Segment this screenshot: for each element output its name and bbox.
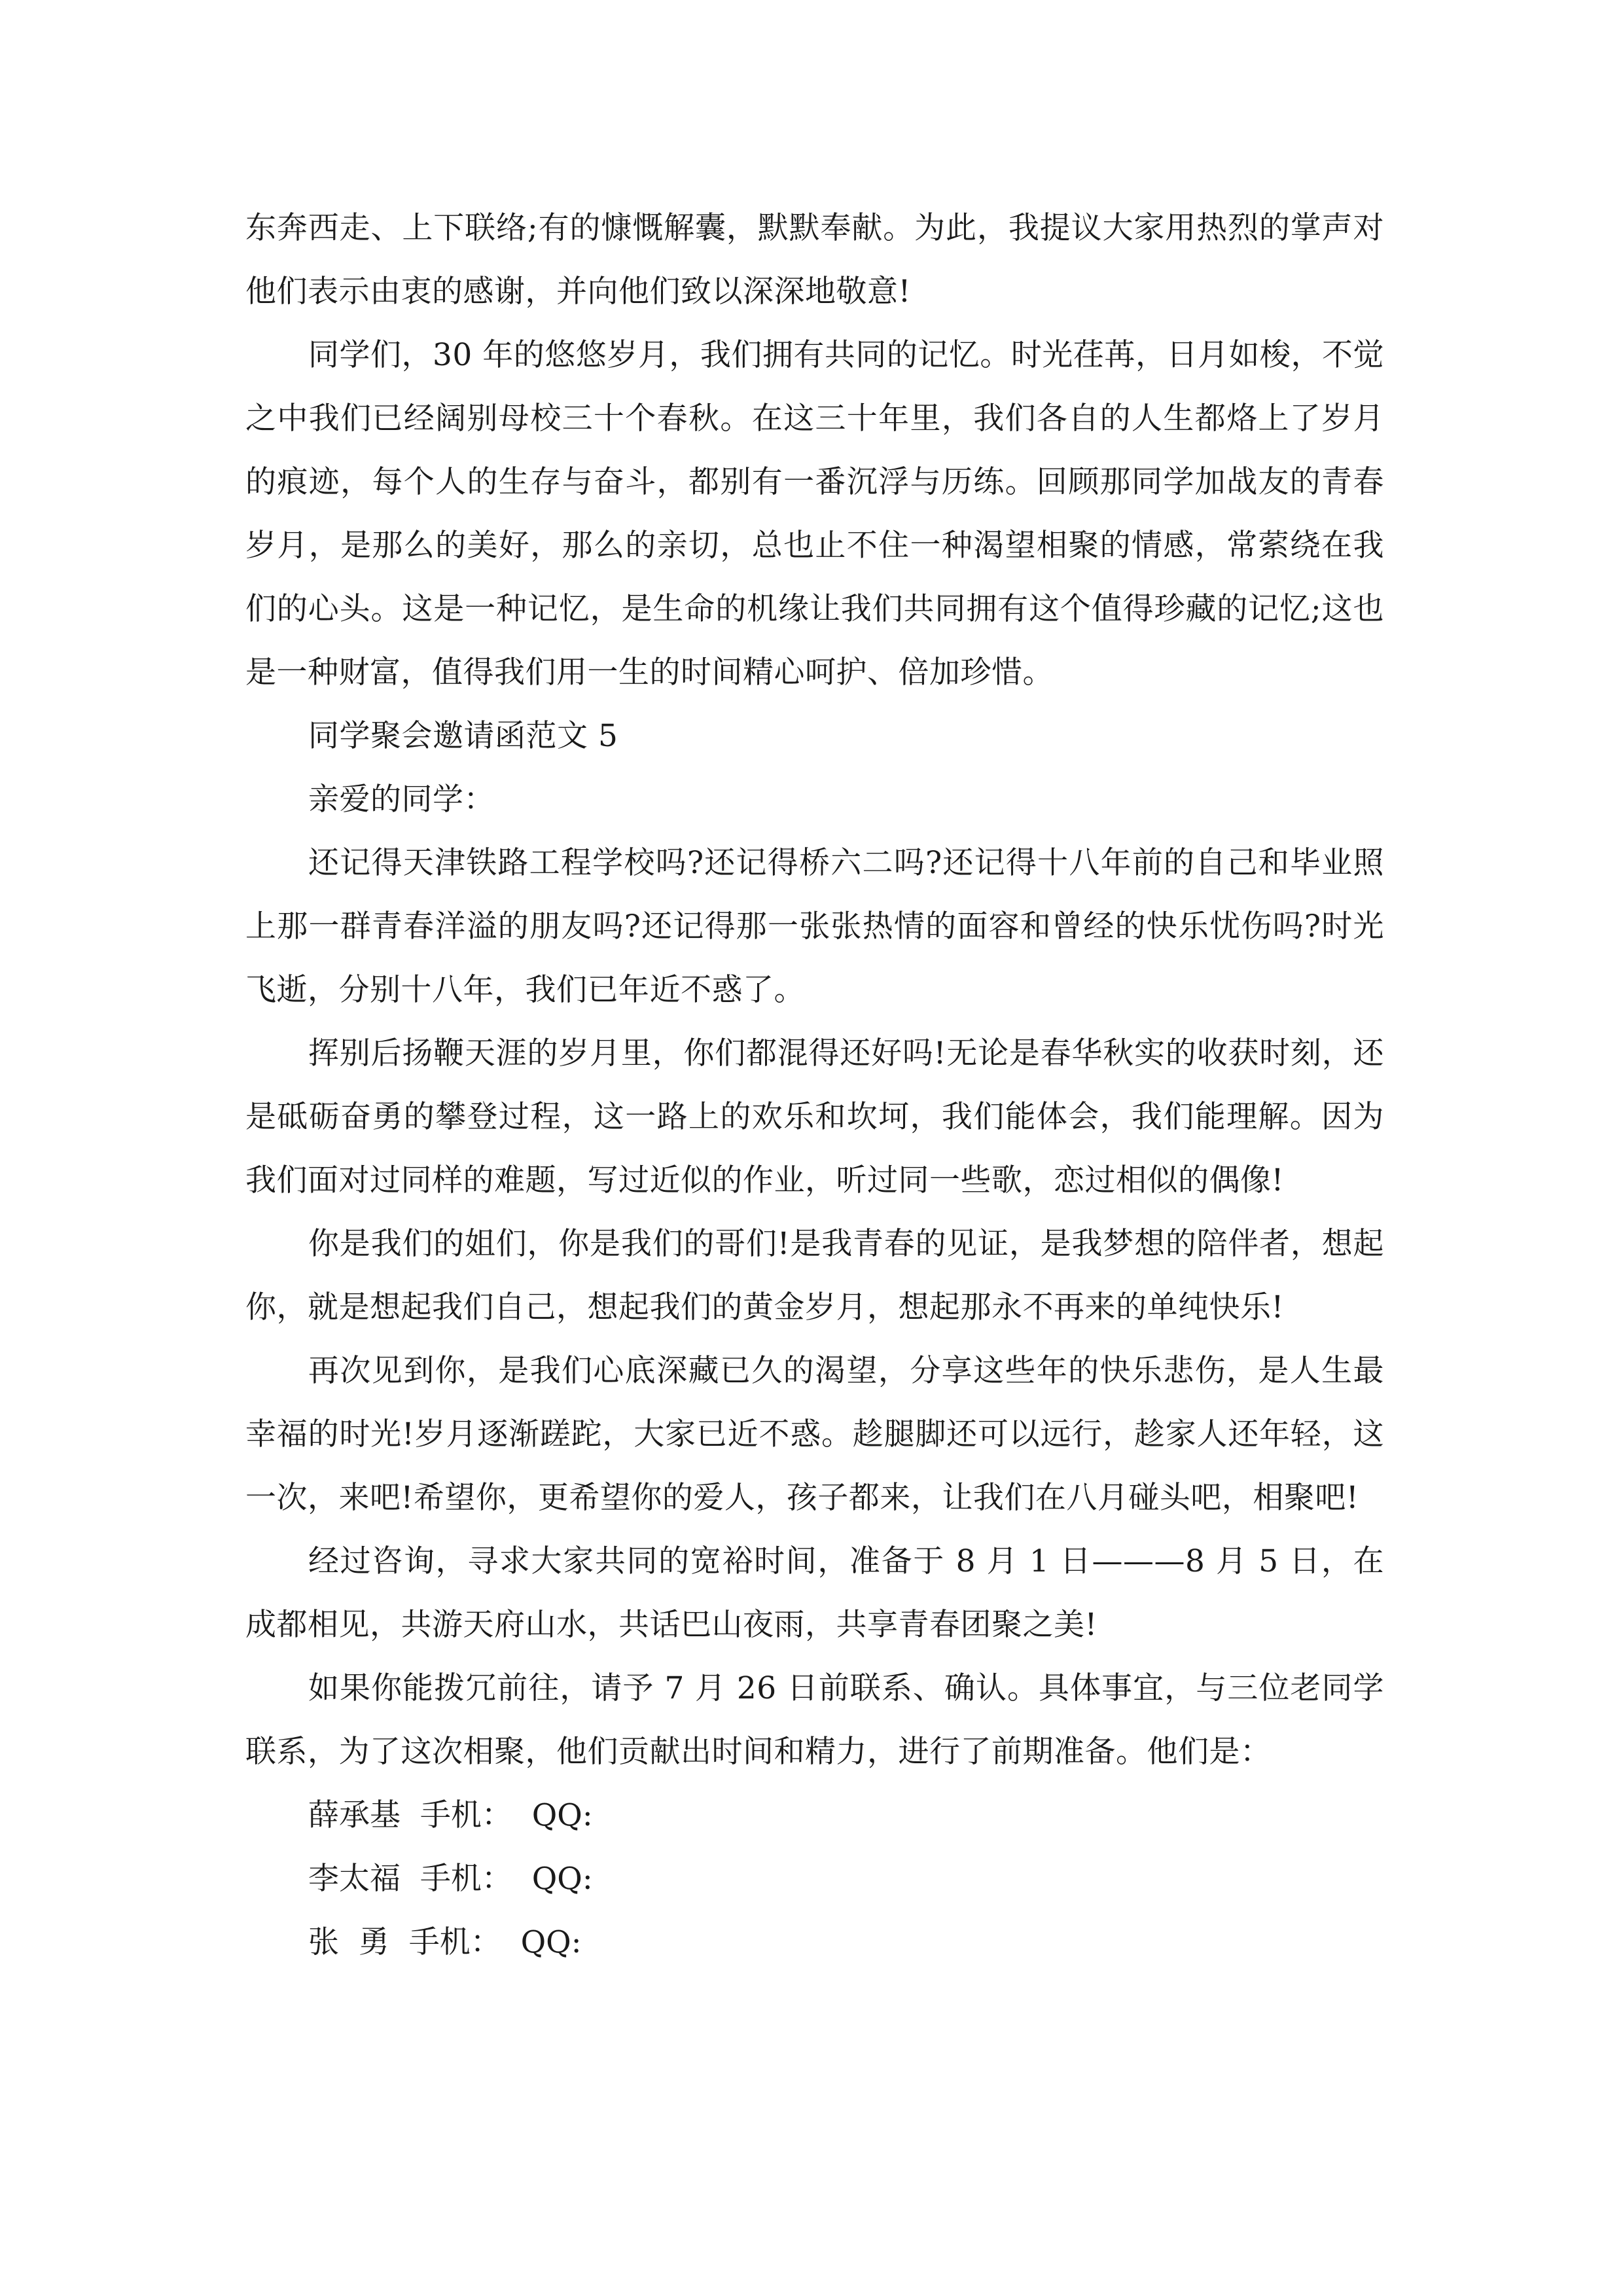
- contact-line-3: 张 勇 手机： QQ:: [308, 1924, 582, 1960]
- section-heading: 同学聚会邀请函范文 5: [308, 718, 618, 754]
- paragraph-6: 挥别后扬鞭天涯的岁月里，你们都混得还好吗!无论是春华秋实的收获时刻，还是砥砺奋勇的攀登过程，这一路上的欢乐和坎坷，我们能体会，我们能理解。因为我们面对过同样的难题，写过近似的作业，听过同一些歌，恋过相似的偶像!: [245, 1035, 1384, 1198]
- paragraph-7: 你是我们的姐们，你是我们的哥们!是我青春的见证，是我梦想的陪伴者，想起你，就是想起我们自己，想起我们的黄金岁月，想起那永不再来的单纯快乐!: [245, 1226, 1384, 1325]
- paragraph-10: 如果你能拨冗前往，请予 7 月 26 日前联系、确认。具体事宜，与三位老同学联系，为了这次相聚，他们贡献出时间和精力，进行了前期准备。他们是：: [245, 1670, 1384, 1770]
- paragraph-8: 再次见到你，是我们心底深藏已久的渴望，分享这些年的快乐悲伤，是人生最幸福的时光!岁月逐渐蹉跎，大家已近不惑。趁腿脚还可以远行，趁家人还年轻，这一次，来吧!希望你，更希望你的爱人，孩子都来，让我们在八月碰头吧，相聚吧!: [245, 1353, 1384, 1516]
- paragraph-5: 还记得天津铁路工程学校吗?还记得桥六二吗?还记得十八年前的自己和毕业照上那一群青春洋溢的朋友吗?还记得那一张张热情的面容和曾经的快乐忧伤吗?时光飞逝，分别十八年，我们已年近不惑了。: [245, 845, 1384, 1008]
- salutation: 亲爱的同学：: [308, 781, 495, 817]
- paragraph-9: 经过咨询，寻求大家共同的宽裕时间，准备于 8 月 1 日———8 月 5 日，在成都相见，共游天府山水，共话巴山夜雨，共享青春团聚之美!: [245, 1543, 1384, 1643]
- paragraph-1: 东奔西走、上下联络;有的慷慨解囊，默默奉献。为此，我提议大家用热烈的掌声对他们表示由衷的感谢，并向他们致以深深地敬意!: [245, 210, 1384, 310]
- paragraph-2: 同学们，30 年的悠悠岁月，我们拥有共同的记忆。时光荏苒，日月如梭，不觉之中我们已经阔别母校三十个春秋。在这三十年里，我们各自的人生都烙上了岁月的痕迹，每个人的生存与奋斗，都别有一番沉浮与历练。回顾那同学加战友的青春岁月，是那么的美好，那么的亲切，总也止不住一种渴望相聚的情感，常萦绕在我们的心头。这是一种记忆，是生命的机缘让我们共同拥有这个值得珍藏的记忆;这也是一种财富，值得我们用一生的时间精心呵护、倍加珍惜。: [245, 337, 1384, 691]
- contact-line-2: 李太福 手机： QQ:: [308, 1861, 593, 1897]
- document-page: [245, 196, 1384, 1974]
- contact-line-1: 薛承基 手机： QQ:: [308, 1797, 593, 1833]
